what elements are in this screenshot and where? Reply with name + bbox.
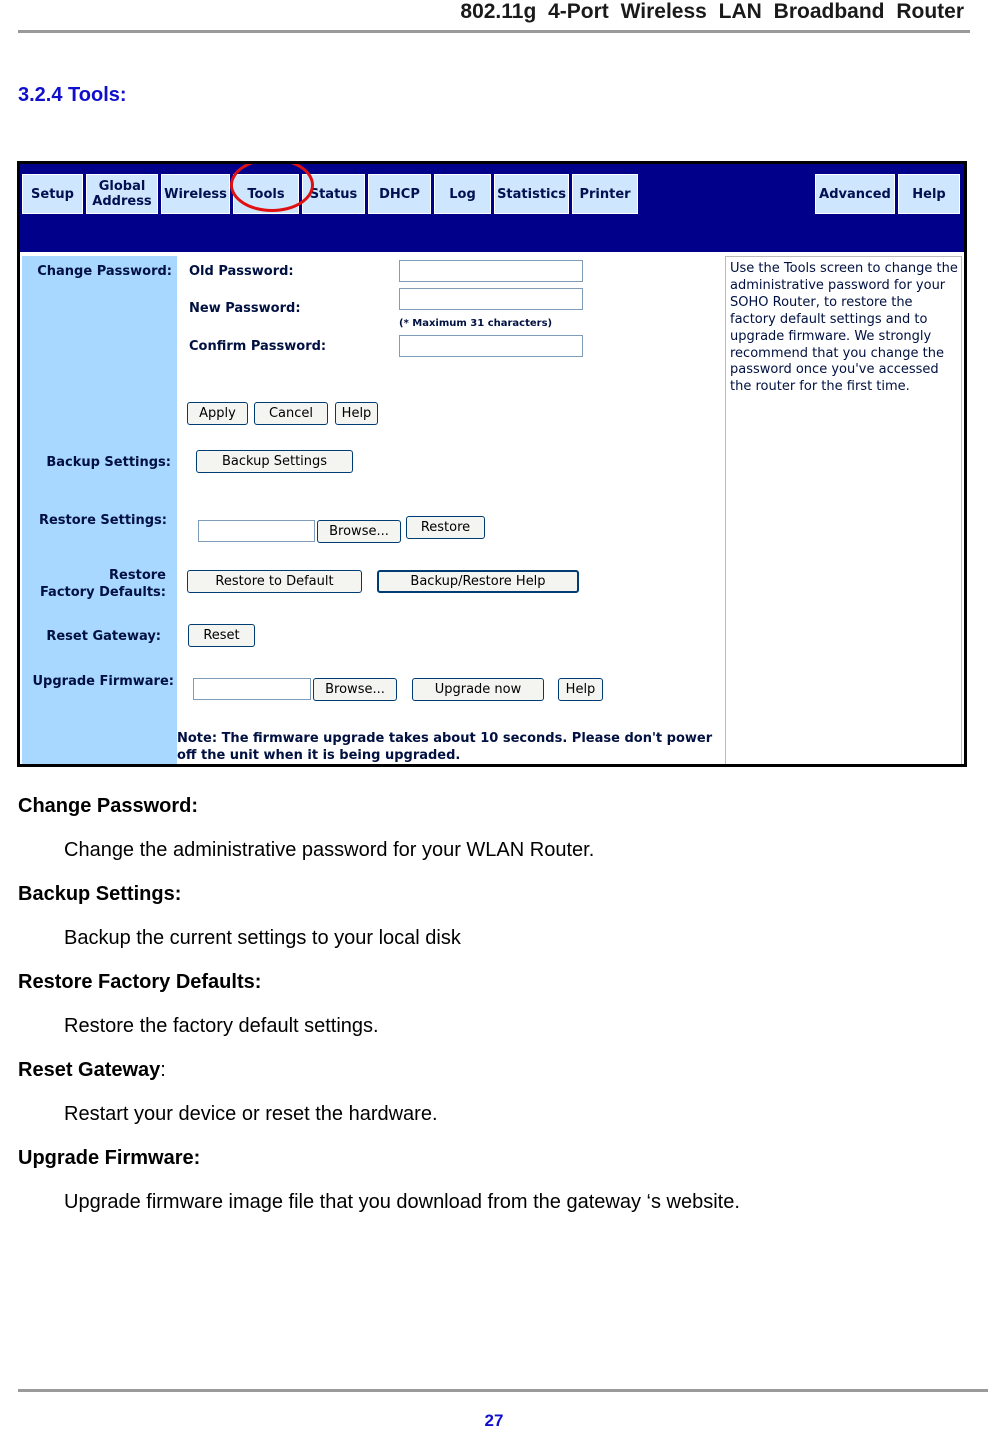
firmware-help-button[interactable]: Help — [558, 678, 603, 701]
firmware-file-input[interactable] — [193, 678, 311, 700]
restore-file-input[interactable] — [198, 520, 315, 542]
desc-restore-factory-defaults: Restore the factory default settings. — [64, 1015, 379, 1037]
confirm-password-label: Confirm Password: — [189, 339, 327, 354]
upgrade-now-button[interactable]: Upgrade now — [412, 678, 544, 701]
nav-help[interactable]: Help — [898, 174, 960, 214]
footer-rule — [18, 1389, 988, 1392]
backup-restore-help-button[interactable]: Backup/Restore Help — [377, 570, 579, 593]
reset-button[interactable]: Reset — [188, 624, 255, 647]
page-header — [0, 0, 988, 32]
nav-statistics[interactable]: Statistics — [494, 174, 569, 214]
old-password-label: Old Password: — [189, 264, 294, 279]
nav-advanced[interactable]: Advanced — [815, 174, 895, 214]
desc-upgrade-firmware: Upgrade firmware image file that you download from the gateway ‘s website. — [64, 1191, 740, 1213]
backup-settings-button[interactable]: Backup Settings — [196, 450, 353, 473]
cancel-button[interactable]: Cancel — [254, 402, 328, 425]
term-upgrade-firmware: Upgrade Firmware: — [18, 1147, 201, 1169]
page-number: 27 — [484, 1411, 504, 1430]
help-text: Use the Tools screen to change the administrative password for your SOHO Router, to restore the factory default settings and to upgrade firmware. We strongly recommend that you change the password once you've accessed the router for the first time. — [730, 261, 958, 395]
nav-status[interactable]: Status — [302, 174, 365, 214]
restore-button[interactable]: Restore — [406, 516, 485, 539]
term-reset-gateway — [18, 1059, 166, 1082]
document-title: 802.11g 4-Port Wireless LAN Broadband Router — [460, 0, 964, 23]
term-reset-gateway-colon: : — [160, 1059, 166, 1081]
label-change-password: Change Password: — [37, 264, 172, 279]
label-restore-factory-line2: Factory Defaults: — [39, 585, 166, 600]
new-password-label: New Password: — [189, 301, 301, 316]
nav-wireless[interactable]: Wireless — [161, 174, 230, 214]
firmware-browse-button[interactable]: Browse... — [313, 678, 397, 701]
nav-setup[interactable]: Setup — [22, 174, 83, 214]
new-password-input[interactable] — [399, 288, 583, 310]
term-backup-settings: Backup Settings: — [18, 883, 182, 905]
password-help-button[interactable]: Help — [335, 402, 378, 425]
label-restore-factory-defaults — [22, 567, 166, 601]
label-reset-gateway: Reset Gateway: — [46, 629, 161, 644]
nav-global-address[interactable] — [86, 174, 158, 214]
desc-reset-gateway: Restart your device or reset the hardware. — [64, 1103, 438, 1125]
term-change-password: Change Password: — [18, 795, 199, 817]
max-characters-note: (* Maximum 31 characters) — [399, 318, 553, 329]
label-restore-settings: Restore Settings: — [38, 513, 167, 528]
header-rule — [18, 30, 970, 33]
nav-tools[interactable]: Tools — [233, 174, 299, 214]
label-restore-factory-line1: Restore — [109, 568, 166, 583]
term-reset-gateway-text: Reset Gateway — [18, 1059, 161, 1081]
desc-backup-settings: Backup the current settings to your local disk — [64, 927, 461, 949]
nav-bar — [20, 164, 964, 252]
section-title: 3.2.4 Tools: — [18, 84, 127, 106]
restore-browse-button[interactable]: Browse... — [317, 520, 401, 543]
nav-global-line1: Global — [98, 179, 146, 194]
confirm-password-input[interactable] — [399, 335, 583, 357]
nav-printer[interactable]: Printer — [572, 174, 638, 214]
label-backup-settings: Backup Settings: — [46, 455, 171, 470]
apply-button[interactable]: Apply — [187, 402, 248, 425]
router-tools-screenshot — [17, 161, 967, 767]
section-label-panel — [22, 256, 177, 766]
label-upgrade-firmware: Upgrade Firmware: — [32, 674, 174, 689]
term-restore-factory-defaults: Restore Factory Defaults: — [18, 971, 262, 993]
old-password-input[interactable] — [399, 260, 583, 282]
nav-dhcp[interactable]: DHCP — [368, 174, 431, 214]
firmware-upgrade-note: Note: The firmware upgrade takes about 10 seconds. Please don't power off the unit when it is being upgraded. — [177, 731, 713, 763]
desc-change-password: Change the administrative password for your WLAN Router. — [64, 839, 595, 861]
help-panel — [725, 256, 962, 766]
nav-log[interactable]: Log — [434, 174, 491, 214]
restore-to-default-button[interactable]: Restore to Default — [187, 570, 362, 593]
nav-global-line2: Address — [92, 194, 152, 209]
